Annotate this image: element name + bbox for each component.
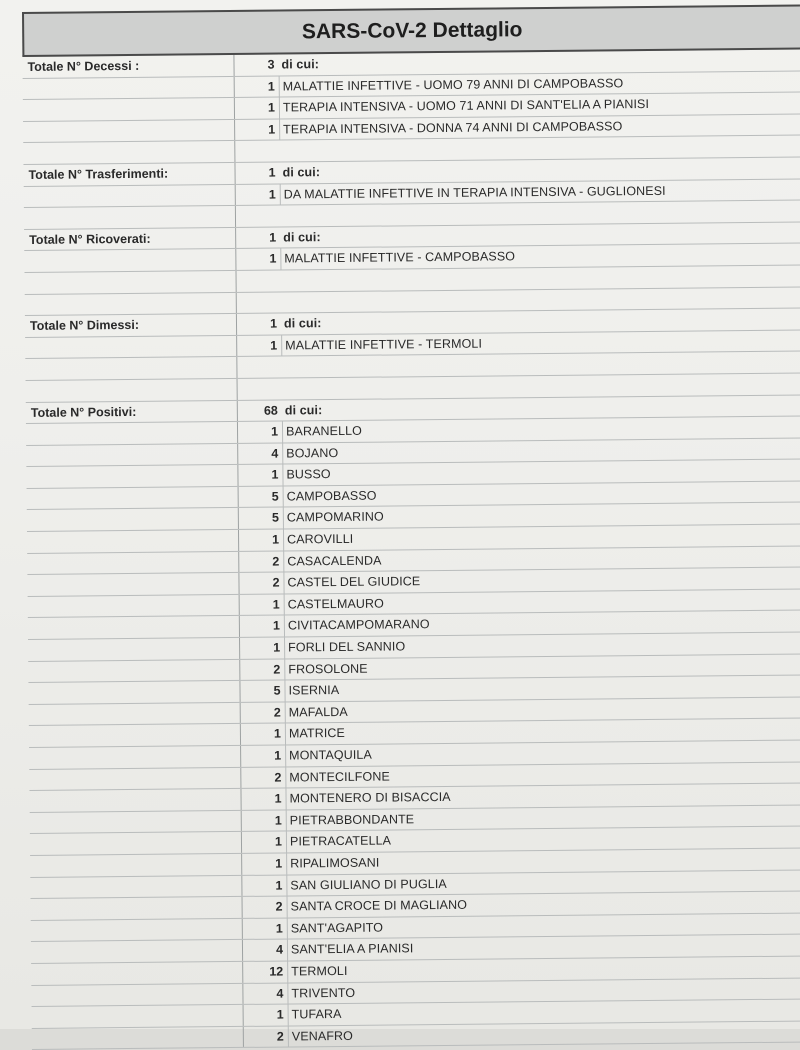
- item-count: 1: [241, 853, 286, 874]
- count-cell: [234, 141, 279, 162]
- item-count: 2: [242, 897, 287, 918]
- label-cell: [31, 919, 242, 942]
- item-count: 1: [241, 832, 286, 853]
- item-description: SANT'ELIA A PIANISI: [287, 935, 800, 961]
- label-cell: [31, 897, 242, 920]
- section-suffix: di cui:: [283, 229, 321, 245]
- label-cell: [28, 638, 239, 661]
- label-cell: [25, 357, 236, 380]
- label-cell: [23, 141, 234, 164]
- item-description: FROSOLONE: [284, 654, 800, 680]
- item-count: 1: [241, 875, 286, 896]
- item-description: SANT'AGAPITO: [287, 913, 800, 939]
- item-count: 1: [242, 918, 287, 939]
- section-total: 1: [234, 163, 279, 184]
- section-label: Totale N° Trasferimenti:: [28, 166, 169, 182]
- label-cell: [28, 616, 239, 639]
- item-description: TERAPIA INTENSIVA - DONNA 74 ANNI DI CAMPOBASSO: [279, 114, 800, 140]
- label-cell: [23, 98, 234, 121]
- label-cell: [23, 77, 234, 100]
- label-cell: [31, 940, 242, 963]
- label-cell: [23, 120, 234, 143]
- item-description: MATRICE: [285, 719, 800, 745]
- label-cell: [30, 811, 241, 834]
- item-count: 1: [240, 789, 285, 810]
- section-total: 3: [233, 55, 278, 76]
- label-cell: [25, 271, 236, 294]
- item-count: 1: [235, 249, 280, 270]
- count-cell: [235, 270, 280, 291]
- item-count: 4: [242, 940, 287, 961]
- item-count: 1: [234, 119, 279, 140]
- item-description: CASTELMAURO: [284, 589, 800, 615]
- item-description: MONTENERO DI BISACCIA: [285, 784, 800, 810]
- report-rows: [22, 50, 800, 1050]
- item-description: FORLI DEL SANNIO: [284, 633, 800, 659]
- item-description: ISERNIA: [284, 676, 800, 702]
- label-cell: [29, 746, 240, 769]
- count-cell: [235, 206, 280, 227]
- label-cell: [32, 1027, 243, 1050]
- item-count: 4: [237, 443, 282, 464]
- item-description: MALATTIE INFETTIVE - TERMOLI: [281, 330, 800, 356]
- label-cell: [24, 206, 235, 229]
- item-count: 2: [238, 573, 283, 594]
- section-total: 68: [237, 400, 282, 421]
- item-count: 1: [243, 1005, 288, 1026]
- section-suffix: di cui:: [283, 316, 322, 331]
- item-count: 1: [240, 746, 285, 767]
- label-cell: [25, 292, 236, 315]
- item-count: 1: [239, 616, 284, 637]
- item-description: CAROVILLI: [283, 525, 800, 551]
- section-label: Totale N° Decessi :: [27, 58, 140, 74]
- item-description: MALATTIE INFETTIVE - UOMO 79 ANNI DI CAMPOBASSO: [279, 71, 800, 97]
- count-cell: [237, 378, 282, 399]
- item-count: 1: [240, 724, 285, 745]
- item-count: 2: [243, 1026, 288, 1047]
- label-cell: [29, 768, 240, 791]
- label-cell: [25, 336, 236, 359]
- item-count: 12: [242, 961, 287, 982]
- label-cell: [27, 508, 238, 531]
- label-cell: [26, 444, 237, 467]
- item-count: 5: [238, 486, 283, 507]
- item-count: 1: [239, 638, 284, 659]
- count-cell: [236, 292, 281, 313]
- item-count: 1: [239, 594, 284, 615]
- item-count: 2: [240, 702, 285, 723]
- item-count: 2: [240, 767, 285, 788]
- label-cell: [30, 832, 241, 855]
- item-count: 1: [234, 76, 279, 97]
- item-count: 1: [235, 184, 280, 205]
- item-count: 4: [242, 983, 287, 1004]
- item-description: SANTA CROCE DI MAGLIANO: [287, 892, 800, 918]
- item-count: 1: [241, 810, 286, 831]
- label-cell: [28, 681, 239, 704]
- item-count: 2: [239, 659, 284, 680]
- item-description: PIETRABBONDANTE: [286, 805, 800, 831]
- label-cell: [24, 185, 235, 208]
- label-cell: [28, 660, 239, 683]
- item-description: TRIVENTO: [287, 978, 800, 1004]
- item-description: CAMPOBASSO: [283, 481, 800, 507]
- label-cell: [24, 249, 235, 272]
- label-cell: [30, 854, 241, 877]
- item-description: MAFALDA: [285, 697, 800, 723]
- item-count: 5: [239, 681, 284, 702]
- label-cell: [30, 875, 241, 898]
- label-cell: [31, 962, 242, 985]
- count-cell: [236, 357, 281, 378]
- label-cell: [27, 487, 238, 510]
- label-cell: [29, 703, 240, 726]
- section-total: 1: [236, 314, 281, 335]
- label-cell: [28, 595, 239, 618]
- section-suffix: di cui:: [284, 402, 323, 417]
- item-count: 5: [238, 508, 283, 529]
- section-suffix: di cui:: [282, 165, 321, 180]
- item-description: MONTECILFONE: [285, 762, 800, 788]
- item-description: VENAFRO: [288, 1021, 800, 1047]
- section-suffix: di cui:: [281, 57, 320, 72]
- label-cell: [27, 573, 238, 596]
- item-count: 1: [236, 335, 281, 356]
- report-table: [22, 5, 800, 1050]
- section-label: Totale N° Positivi:: [30, 404, 137, 420]
- item-description: BARANELLO: [282, 417, 800, 443]
- label-cell: [29, 789, 240, 812]
- item-description: RIPALIMOSANI: [286, 848, 800, 874]
- item-description: TERMOLI: [287, 956, 800, 982]
- label-cell: [27, 530, 238, 553]
- label-cell: [26, 379, 237, 402]
- item-count: 1: [238, 530, 283, 551]
- item-count: 2: [238, 551, 283, 572]
- item-description: BOJANO: [282, 438, 800, 464]
- item-description: CASACALENDA: [283, 546, 800, 572]
- section-label: Totale N° Ricoverati:: [29, 231, 151, 247]
- item-description: BUSSO: [282, 460, 800, 486]
- item-description: SAN GIULIANO DI PUGLIA: [286, 870, 800, 896]
- item-count: 1: [234, 98, 279, 119]
- item-description: DA MALATTIE INFETTIVE IN TERAPIA INTENSIVA - GUGLIONESI: [280, 179, 800, 205]
- label-cell: [27, 552, 238, 575]
- item-description: TUFARA: [288, 1000, 800, 1026]
- label-cell: [26, 422, 237, 445]
- item-description: CAMPOMARINO: [283, 503, 800, 529]
- section-total: 1: [235, 227, 280, 248]
- report-title: SARS-CoV-2 Dettaglio: [22, 5, 800, 57]
- section-label: Totale N° Dimessi:: [29, 318, 140, 334]
- item-count: 1: [237, 465, 282, 486]
- item-description: CASTEL DEL GIUDICE: [283, 568, 800, 594]
- label-cell: [26, 465, 237, 488]
- item-count: 1: [237, 422, 282, 443]
- label-cell: [29, 724, 240, 747]
- item-description: TERAPIA INTENSIVA - UOMO 71 ANNI DI SANT'ELIA A PIANISI: [279, 93, 800, 119]
- item-description: MALATTIE INFETTIVE - CAMPOBASSO: [280, 244, 800, 270]
- item-description: PIETRACATELLA: [286, 827, 800, 853]
- item-description: CIVITACAMPOMARANO: [284, 611, 800, 637]
- label-cell: [32, 1005, 243, 1028]
- label-cell: [31, 983, 242, 1006]
- item-description: MONTAQUILA: [285, 740, 800, 766]
